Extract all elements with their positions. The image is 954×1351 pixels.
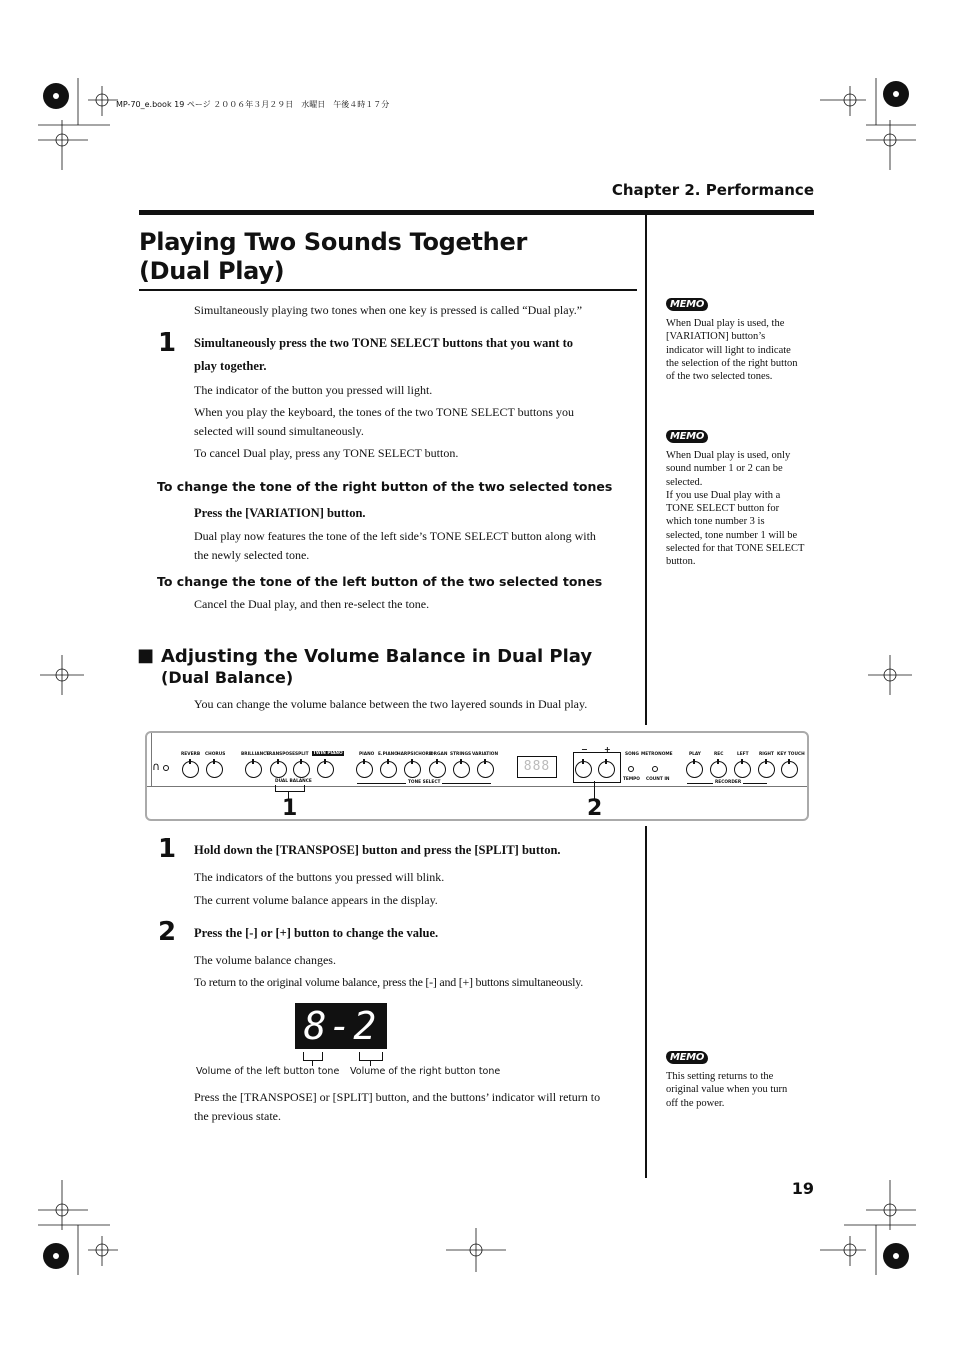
strings-label: STRINGS [450, 752, 472, 757]
tone-harpsichord-button[interactable] [404, 761, 421, 778]
split-button[interactable] [293, 761, 310, 778]
play-button[interactable] [686, 761, 703, 778]
led-display: 888 [517, 756, 557, 778]
memo-line: of the two selected tones. [666, 371, 773, 383]
memo-icon: MEMO [666, 430, 708, 443]
split-label: SPLIT [295, 752, 309, 757]
memo-icon: MEMO [666, 1051, 708, 1064]
text-line: Press the [TRANSPOSE] or [SPLIT] button, and the buttons’ indicator will return to [194, 1090, 601, 1104]
section-intro: You can change the volume balance between the two layered sounds in Dual play. [194, 697, 588, 711]
chapter-heading: Chapter 2. Performance [611, 181, 814, 199]
display-leader-right [359, 1052, 383, 1061]
tone-e-piano-button[interactable] [380, 761, 397, 778]
memo-line: which tone number 3 is [666, 516, 765, 528]
left-label: LEFT [737, 752, 749, 757]
memo-line: selected, tone number 1 will be [666, 529, 798, 541]
sub-paragraph [194, 527, 596, 564]
step-line: play together. [194, 359, 267, 373]
sub-paragraph: Cancel the Dual play, and then re-select the tone. [194, 597, 430, 611]
memo-line: selected. [666, 476, 703, 488]
song-button[interactable] [628, 766, 634, 772]
headphone-jack [163, 765, 169, 771]
step-paragraph: The volume balance changes. [194, 953, 336, 967]
memo-text [666, 1070, 787, 1110]
title-line-2: (Dual Play) [139, 257, 285, 285]
text-line: selected will sound simultaneously. [194, 423, 364, 438]
metronome-label: METRONOME [641, 752, 673, 757]
variation-label: VARIATION [472, 752, 499, 757]
tone-select-label: TONE SELECT [408, 780, 441, 785]
metronome-button[interactable] [652, 766, 658, 772]
step-paragraph: The indicators of the buttons you pressed will blink. [194, 870, 445, 884]
section-heading-line: (Dual Balance) [161, 668, 294, 687]
memo-line: If you use Dual play with a [666, 489, 781, 501]
play-label: PLAY [689, 752, 701, 757]
callout-1: 1 [282, 796, 298, 821]
piano-label: PIANO [359, 752, 375, 757]
memo-text [666, 317, 798, 383]
display-caption-right: Volume of the right button tone [350, 1066, 501, 1077]
headphone-icon: ∩ [152, 760, 161, 773]
closing-paragraph [194, 1088, 600, 1125]
subheading: To change the tone of the left button of the two selected tones [157, 574, 603, 589]
tempo-label: TEMPO [623, 777, 640, 782]
memo-line: the selection of the right button [666, 357, 798, 369]
key-touch-label: KEY TOUCH [777, 752, 805, 757]
tone-organ-button[interactable] [429, 761, 446, 778]
title-line-1: Playing Two Sounds Together [139, 228, 527, 256]
recorder-label: RECORDER [715, 780, 742, 785]
brilliance-button[interactable] [245, 761, 262, 778]
memo-line: When Dual play is used, only [666, 450, 791, 461]
twin-piano-label: TWIN PIANO [313, 751, 343, 756]
page-title [139, 228, 527, 286]
subheading: To change the tone of the right button of the two selected tones [157, 479, 613, 494]
print-header: MP-70_e.book 19 ページ ２００６年３月２９日 水曜日 午後４時１７分 [116, 100, 390, 109]
panel-inner-line [147, 786, 807, 787]
step-instruction: Press the [-] or [+] button to change the value. [194, 926, 439, 940]
memo-line: [VARIATION] button’s [666, 331, 766, 343]
left-button[interactable] [734, 761, 751, 778]
e-piano-label: E.PIANO [378, 752, 398, 757]
chorus-label: CHORUS [205, 752, 226, 757]
chorus-button[interactable] [206, 761, 223, 778]
memo-line: original value when you turn [666, 1084, 788, 1096]
section-heading [161, 646, 592, 688]
memo-line: When Dual play is used, the [666, 318, 785, 329]
section-heading-line: Adjusting the Volume Balance in Dual Play [161, 646, 593, 667]
column-rule [645, 215, 647, 725]
action-text: Press the [VARIATION] button. [194, 506, 366, 520]
twin-piano-button[interactable] [317, 761, 334, 778]
step-paragraph: The current volume balance appears in the display. [194, 893, 438, 907]
section-marker: ■ [137, 645, 155, 666]
text-line: the previous state. [194, 1108, 281, 1123]
memo-line: This setting returns to the [666, 1071, 774, 1082]
song-label: SONG [625, 752, 639, 757]
step-paragraph: To cancel Dual play, press any TONE SELECT button. [194, 446, 459, 460]
balance-display: 8-2 [295, 1003, 387, 1049]
organ-label: ORGAN [430, 752, 448, 757]
memo-line: button. [666, 556, 696, 568]
text-line: When you play the keyboard, the tones of the two TONE SELECT buttons you [194, 405, 574, 419]
memo-line: off the power. [666, 1097, 725, 1109]
top-rule [139, 210, 814, 215]
text-line: Dual play now features the tone of the left side’s TONE SELECT button along with [194, 529, 596, 543]
transpose-label: TRANSPOSE [266, 752, 296, 757]
rec-label: REC [714, 752, 724, 757]
dual-balance-bracket [275, 785, 305, 792]
memo-block-1 [666, 292, 798, 383]
step-paragraph [194, 403, 574, 440]
harpsichord-label: HARPSICHORD [397, 752, 433, 757]
count-in-label: COUNT IN [646, 777, 670, 782]
rec-button[interactable] [710, 761, 727, 778]
dual-balance-label: DUAL BALANCE [275, 779, 312, 784]
reverb-button[interactable] [182, 761, 199, 778]
page-number: 19 [791, 1179, 814, 1198]
plus-label: + [604, 745, 611, 754]
intro-paragraph: Simultaneously playing two tones when one key is pressed is called “Dual play.” [194, 303, 583, 317]
step-number: 1 [158, 834, 177, 864]
step-number: 1 [158, 328, 177, 358]
step-paragraph: The indicator of the button you pressed will light. [194, 383, 433, 397]
step-paragraph: To return to the original volume balance, press the [-] and [+] buttons simultaneously. [194, 975, 583, 989]
display-leader-left [303, 1052, 323, 1061]
text-line: the newly selected tone. [194, 547, 310, 562]
step-instruction: Hold down the [TRANSPOSE] button and press the [SPLIT] button. [194, 843, 561, 857]
minus-label: − [581, 745, 588, 754]
memo-line: TONE SELECT button for [666, 503, 780, 515]
reverb-label: REVERB [181, 752, 201, 757]
right-label: RIGHT [759, 752, 774, 757]
display-caption-left: Volume of the left button tone [196, 1066, 340, 1077]
tone-piano-button[interactable] [356, 761, 373, 778]
memo-line: sound number 1 or 2 can be [666, 463, 783, 475]
memo-line: selected for that TONE SELECT [666, 543, 805, 555]
callout-2: 2 [587, 796, 603, 821]
variation-button[interactable] [477, 761, 494, 778]
transpose-button[interactable] [270, 761, 287, 778]
right-button[interactable] [758, 761, 775, 778]
step-line: Simultaneously press the two TONE SELECT buttons that you want to [194, 336, 574, 350]
title-underline [139, 289, 637, 291]
control-panel-illustration [145, 731, 809, 821]
memo-icon: MEMO [666, 298, 708, 311]
brilliance-label: BRILLIANCE [241, 752, 270, 757]
step-instruction [194, 332, 573, 378]
tone-strings-button[interactable] [453, 761, 470, 778]
key-touch-button[interactable] [781, 761, 798, 778]
memo-line: indicator will light to indicate [666, 344, 791, 356]
memo-block-3 [666, 1045, 787, 1110]
memo-text [666, 449, 804, 569]
memo-block-2 [666, 424, 804, 569]
column-rule-lower [645, 826, 647, 1178]
step-number: 2 [158, 917, 177, 947]
minus-button[interactable] [575, 761, 592, 778]
plus-button[interactable] [598, 761, 615, 778]
